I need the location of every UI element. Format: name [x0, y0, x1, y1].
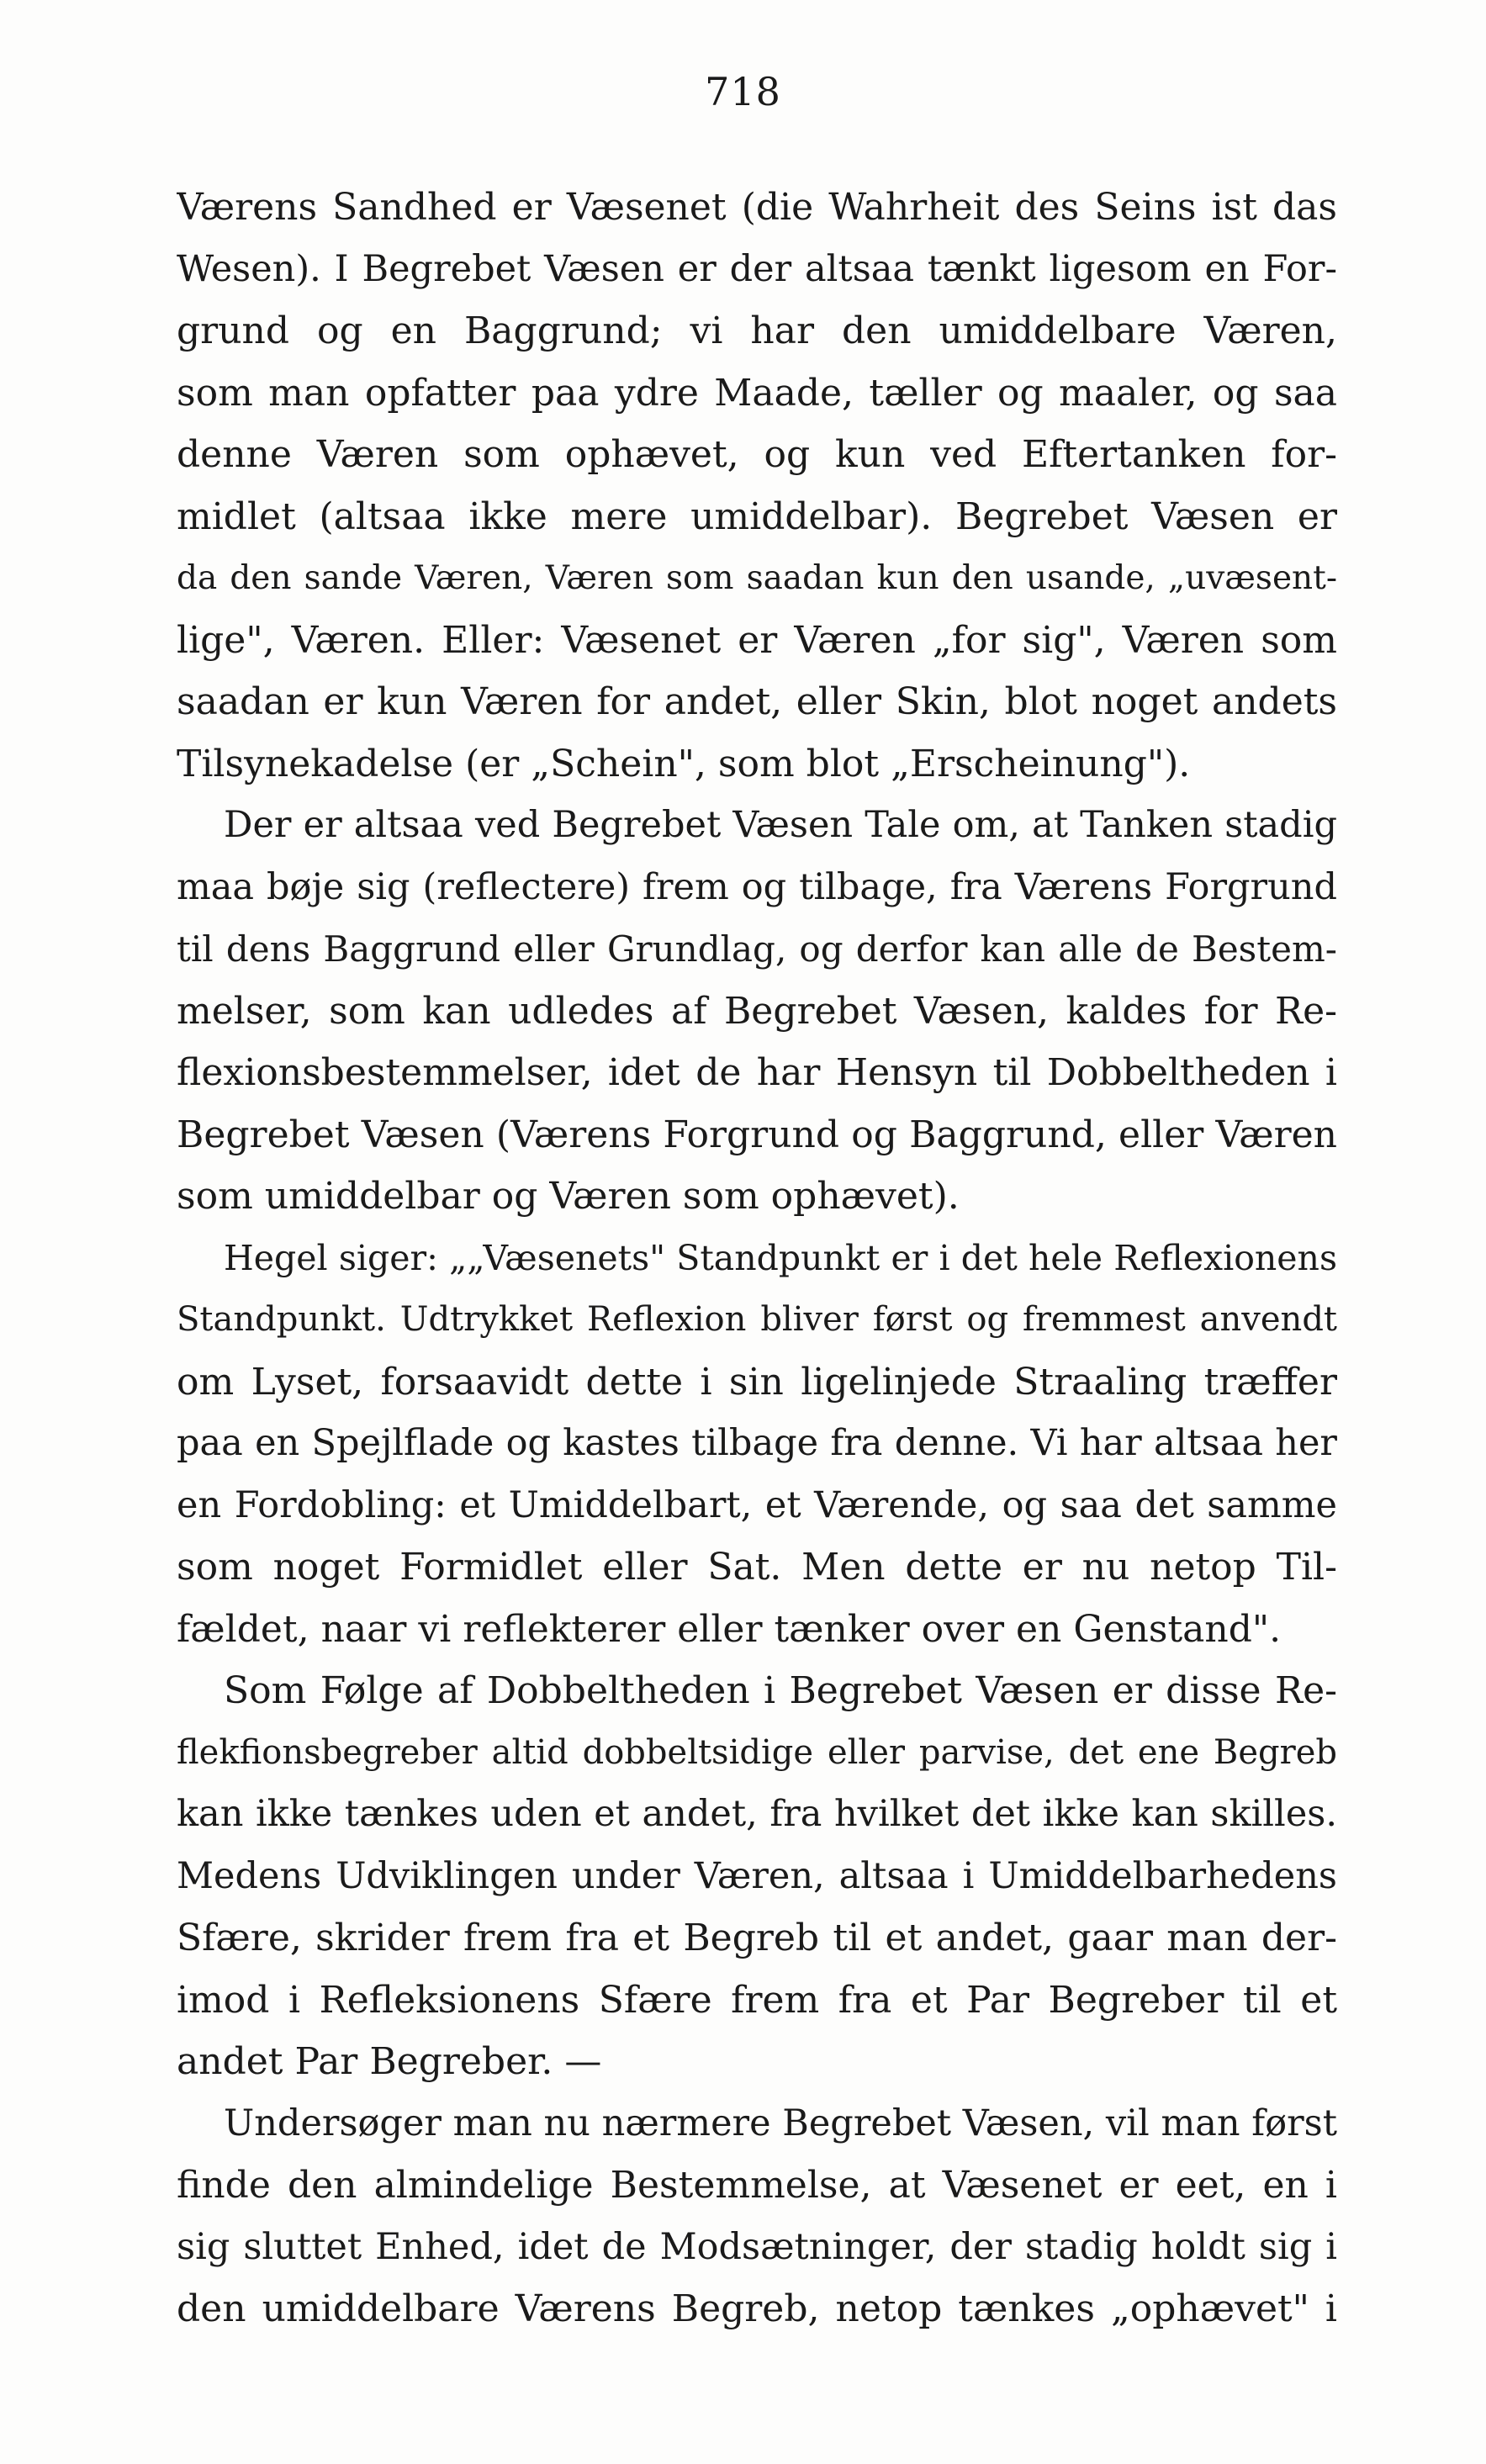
text-line: som umiddelbar og Væren som ophævet).	[177, 1175, 960, 1218]
text-line: som noget Formidlet eller Sat. Men dette er nu netop Til-	[177, 1546, 1337, 1589]
text-line: denne Væren som ophævet, og kun ved Eftertanken for-	[177, 433, 1337, 476]
text-line: som man opfatter paa ydre Maade, tæller og maaler, og saa	[177, 371, 1337, 415]
text-line: saadan er kun Væren for andet, eller Skin, blot noget andets	[177, 680, 1337, 723]
text-line: imod i Refleksionens Sfære frem fra et Par Begreber til et	[177, 1978, 1337, 2022]
text-line: paa en Spejlflade og kastes tilbage fra denne. Vi har altsaa her	[177, 1422, 1337, 1464]
text-line: Der er altsaa ved Begrebet Væsen Tale om, at Tanken stadig	[224, 804, 1337, 846]
text-line: da den sande Væren, Væren som saadan kun den usande, „uvæsent-	[177, 559, 1337, 597]
text-line: Tilsynekadelse (er „Schein", som blot „Erscheinung").	[177, 742, 1191, 785]
text-line: Undersøger man nu nærmere Begrebet Væsen, vil man først	[224, 2102, 1337, 2144]
text-line: melser, som kan udledes af Begrebet Væsen, kaldes for Re-	[177, 989, 1337, 1033]
text-line: finde den almindelige Bestemmelse, at Væsenet er eet, en i	[177, 2164, 1337, 2207]
text-line: Medens Udviklingen under Væren, altsaa i Umiddelbarhedens	[177, 1854, 1337, 1897]
text-line: den umiddelbare Værens Begreb, netop tænkes „ophævet" i	[177, 2287, 1337, 2330]
text-line: fældet, naar vi reflekterer eller tænker over en Genstand".	[177, 1607, 1282, 1651]
text-line: kan ikke tænkes uden et andet, fra hvilket det ikke kan skilles.	[177, 1793, 1337, 1835]
page-number: 718	[705, 69, 781, 114]
text-line: flexionsbestemmelser, idet de har Hensyn til Dobbeltheden i	[177, 1051, 1337, 1094]
text-line: Hegel siger: „„Væsenets" Standpunkt er i det hele Reflexionens	[224, 1237, 1337, 1278]
text-line: Standpunkt. Udtrykket Reflexion bliver først og fremmest anvendt	[177, 1300, 1337, 1339]
body-text	[177, 177, 1337, 2340]
text-line: sig sluttet Enhed, idet de Modsætninger, der stadig holdt sig i	[177, 2225, 1337, 2268]
text-line: flekfionsbegreber altid dobbeltsidige eller parvise, det ene Begreb	[177, 1732, 1337, 1772]
text-line: midlet (altsaa ikke mere umiddelbar). Begrebet Væsen er	[177, 494, 1337, 538]
text-line: Værens Sandhed er Væsenet (die Wahrheit des Seins ist das	[177, 186, 1337, 229]
text-line: grund og en Baggrund; vi har den umiddelbare Væren,	[177, 309, 1337, 352]
text-line: lige", Væren. Eller: Væsenet er Væren „for sig", Væren som	[177, 618, 1337, 662]
text-line: andet Par Begreber. —	[177, 2040, 602, 2083]
text-line: om Lyset, forsaavidt dette i sin ligelinjede Straaling træffer	[177, 1360, 1337, 1404]
text-line: til dens Baggrund eller Grundlag, og derfor kan alle de Bestem-	[177, 928, 1337, 970]
text-line: en Fordobling: et Umiddelbart, et Værende, og saa det samme	[177, 1483, 1337, 1526]
text-line: Wesen). I Begrebet Væsen er der altsaa tænkt ligesom en For-	[177, 247, 1337, 290]
text-line: Begrebet Væsen (Værens Forgrund og Baggrund, eller Væren	[177, 1113, 1337, 1156]
text-line: Som Følge af Dobbeltheden i Begrebet Væsen er disse Re-	[224, 1669, 1337, 1712]
text-line: maa bøje sig (reflectere) frem og tilbage, fra Værens Forgrund	[177, 865, 1337, 908]
text-line: Sfære, skrider frem fra et Begreb til et andet, gaar man der-	[177, 1917, 1337, 1959]
